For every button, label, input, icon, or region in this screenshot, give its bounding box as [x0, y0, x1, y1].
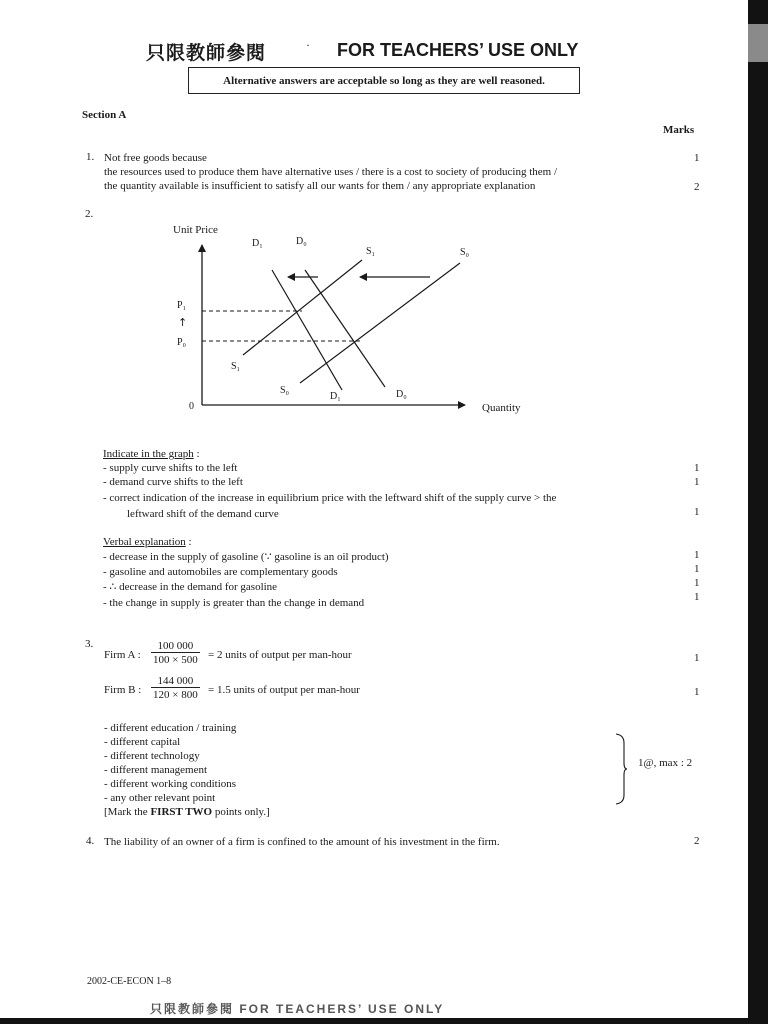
x-axis-label: Quantity	[482, 402, 521, 414]
q1-line1: Not free goods because	[104, 152, 207, 164]
verbal-item-2: - gasoline and automobiles are complementary goods	[103, 566, 338, 578]
mark-note-post: points only.]	[212, 806, 270, 818]
s1-top-label: S₁	[366, 246, 376, 257]
q1-line3: the quantity available is insufficient to satisfy all our wants for them / any appropriate explanation	[104, 180, 536, 192]
indicate-mark-2: 1	[694, 476, 700, 488]
reason-4: - different management	[104, 764, 208, 776]
firm-a-label: Firm A :	[104, 649, 141, 661]
s0-top-label: S₀	[460, 247, 470, 258]
right-brace	[614, 733, 628, 805]
scan-edge-right	[748, 0, 768, 1024]
s1-bottom-label: S₁	[231, 361, 241, 372]
d1-bottom-label: D₁	[330, 391, 341, 402]
firm-a-denominator: 100 × 500	[153, 654, 198, 666]
mark-note-bold: FIRST TWO	[150, 806, 213, 818]
q4-text: The liability of an owner of a firm is confined to the amount of his investment in the firm.	[104, 836, 500, 848]
verbal-colon: :	[185, 536, 192, 548]
q4-number: 4.	[86, 835, 95, 847]
marks-heading: Marks	[663, 124, 695, 136]
english-title: FOR TEACHERS’ USE ONLY	[337, 40, 579, 60]
firm-b-denominator: 120 × 800	[153, 689, 198, 701]
verbal-mark-1: 1	[694, 549, 700, 561]
reason-6: - any other relevant point	[104, 792, 216, 804]
q1-number: 1.	[86, 151, 95, 163]
indicate-item-1: - supply curve shifts to the left	[103, 462, 238, 474]
mark-note	[104, 805, 270, 819]
d1-top-label: D₁	[252, 238, 263, 249]
scan-edge-bottom	[0, 1018, 768, 1024]
q2-number: 2.	[85, 208, 94, 220]
p1-label: P₁	[177, 300, 187, 311]
demand-curve-d1	[272, 270, 342, 390]
verbal-heading: Verbal explanation	[103, 536, 186, 548]
origin-label: 0	[189, 401, 194, 412]
s0-bottom-label: S₀	[280, 385, 290, 396]
verbal-mark-2: 1	[694, 563, 700, 575]
reason-2: - different capital	[104, 736, 181, 748]
reason-1: - different education / training	[104, 722, 237, 734]
d0-top-label: D₀	[296, 236, 307, 247]
verbal-item-4: - the change in supply is greater than the change in demand	[103, 597, 365, 609]
header-dot: ·	[306, 38, 310, 52]
firm-b-mark: 1	[694, 686, 700, 698]
indicate-heading-line	[103, 447, 200, 461]
section-heading: Section A	[82, 109, 127, 121]
verbal-item-1: - decrease in the supply of gasoline (∵ gasoline is an oil product)	[103, 551, 389, 563]
firm-a-result: = 2 units of output per man-hour	[208, 649, 352, 661]
p-up-arrow: ↑	[178, 316, 188, 329]
q4-mark: 2	[694, 835, 700, 847]
y-axis-label: Unit Price	[173, 224, 218, 236]
indicate-item-2: - demand curve shifts to the left	[103, 476, 243, 488]
q1-mark1: 1	[694, 152, 700, 164]
indicate-item-3-cont: leftward shift of the demand curve	[127, 508, 279, 520]
indicate-mark-3: 1	[694, 506, 700, 518]
verbal-mark-4: 1	[694, 591, 700, 603]
indicate-heading: Indicate in the graph	[103, 448, 194, 460]
mark-note-pre: [Mark the	[104, 806, 151, 818]
chinese-title: 只限教師參閱	[146, 42, 267, 64]
reason-5: - different working conditions	[104, 778, 237, 790]
firm-a-mark: 1	[694, 652, 700, 664]
indicate-item-3: - correct indication of the increase in equilibrium price with the leftward shift of the supply curve > the	[103, 492, 557, 504]
q1-line2: the resources used to produce them have alternative uses / there is a cost to society of producing them /	[104, 166, 557, 178]
firm-a-numerator: 100 000	[157, 640, 194, 652]
firm-b-result: = 1.5 units of output per man-hour	[208, 684, 360, 696]
reasons-mark: 1@, max : 2	[638, 757, 693, 769]
p0-label: P₀	[177, 337, 187, 348]
supply-demand-graph	[160, 215, 520, 430]
firm-b-numerator: 144 000	[157, 675, 194, 687]
notice-box	[188, 67, 580, 94]
reason-3: - different technology	[104, 750, 200, 762]
footer-band: 只限教師參閱 FOR TEACHERS’ USE ONLY	[150, 1002, 445, 1016]
q1-mark2: 2	[694, 181, 700, 193]
firm-b-fraction	[151, 675, 200, 701]
firm-a-fraction	[151, 640, 200, 666]
d0-bottom-label: D₀	[396, 389, 407, 400]
supply-curve-s0	[300, 263, 460, 383]
notice-text: Alternative answers are acceptable so long as they are well reasoned.	[223, 74, 545, 87]
scan-edge-mark	[748, 24, 768, 62]
verbal-mark-3: 1	[694, 577, 700, 589]
indicate-colon: :	[193, 448, 200, 460]
q3-number: 3.	[85, 638, 94, 650]
footer-code: 2002-CE-ECON 1–8	[87, 976, 172, 987]
firm-b-label: Firm B :	[104, 684, 142, 696]
indicate-mark-1: 1	[694, 462, 700, 474]
verbal-item-3: - ∴ decrease in the demand for gasoline	[103, 581, 278, 593]
verbal-heading-line	[103, 535, 192, 549]
